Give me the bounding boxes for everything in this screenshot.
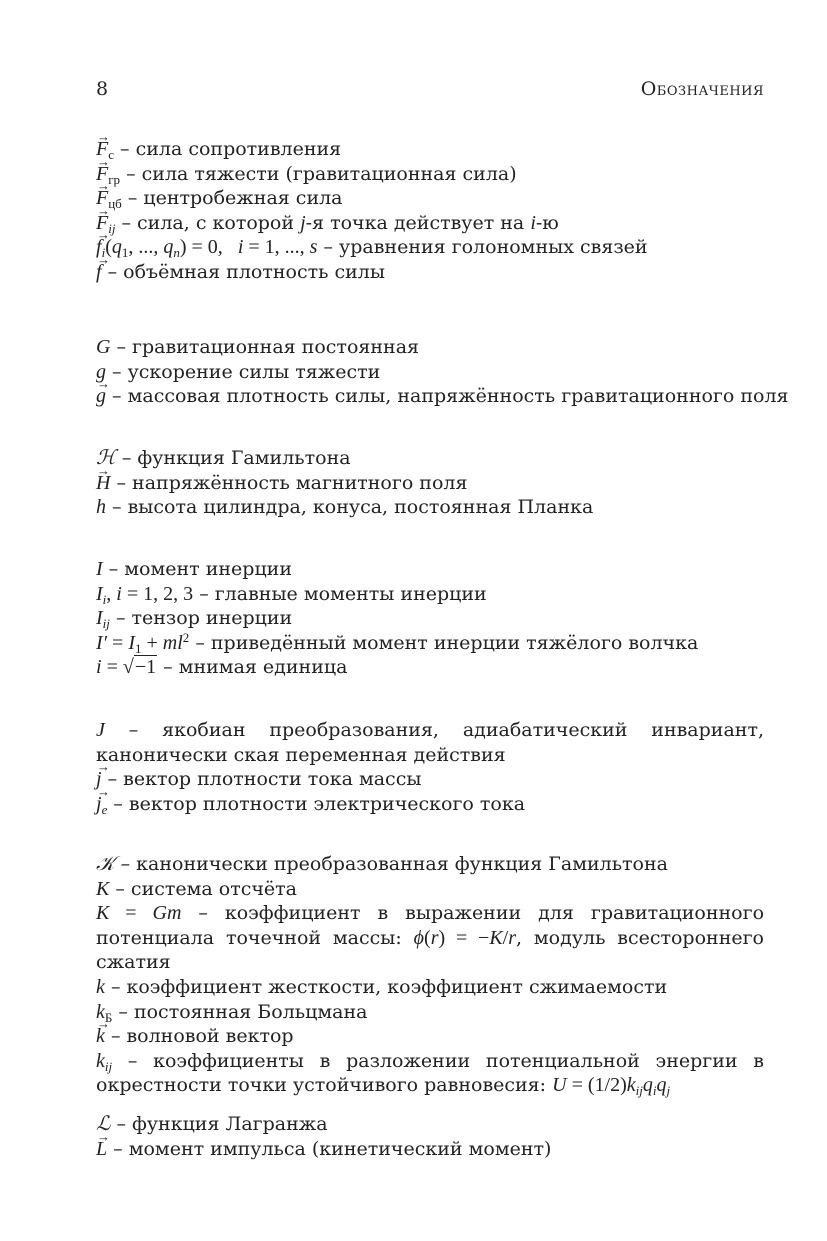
entry-K-cal: 𝒦 – канонически преобразованная функция Гамильтона <box>96 853 668 875</box>
entry-g-vec: → g – массовая плотность силы, напряжённость гравитационного поля <box>96 384 764 409</box>
entry-f-c: → $F_c$ – сила сопротивления <box>96 137 764 162</box>
entry-j-vec: → j – вектор плотности тока массы <box>96 767 764 792</box>
entry-I-prime: $I' = I_1 + ml^2$ – приведённый момент инерции тяжёлого волчка <box>96 629 699 656</box>
entry-L-vec: → L – момент импульса (кинетический момент) <box>96 1137 764 1162</box>
entry-k: k – коэффициент жесткости, коэффициент сжимаемости <box>96 975 668 998</box>
group-h <box>96 446 764 520</box>
running-title: Обозначения <box>640 78 764 100</box>
group-f <box>96 137 764 285</box>
group-l <box>96 1112 764 1161</box>
entry-I-i: $I_i$, i = 1, 2, 3 – главные моменты инерции <box>96 582 487 607</box>
entry-K: K – система отсчёта <box>96 877 298 900</box>
entry-f-density: → f – объёмная плотность силы <box>96 260 764 285</box>
page-header <box>96 78 764 104</box>
entry-k-ij: $k_{ij}$ – коэффициенты в разложении потенциальной энергии в окрестности точки устойчивого равновесия: $U = (1/2)k_{ij}q_iq_j$ <box>96 1049 764 1099</box>
entry-G: G – гравитационная постоянная <box>96 336 420 358</box>
group-k <box>96 852 764 1098</box>
entry-f-cb: → $F_{цб}$ – центробежная сила <box>96 186 764 211</box>
group-g <box>96 335 789 409</box>
entry-k-B: $k_Б$ – постоянная Больцмана <box>96 1000 368 1025</box>
entry-f-ij: → $F_{ij}$ – сила, с которой j-я точка действует на i-ю <box>96 211 764 236</box>
entry-J: J – якобиан преобразования, адиабатический инвариант, канонически ская переменная действия <box>96 719 764 766</box>
entry-i: i = √−1 – мнимая единица <box>96 656 348 679</box>
entry-f-gr: → $F_{гр}$ – сила тяжести (гравитационная сила) <box>96 162 764 187</box>
group-j <box>96 718 764 816</box>
entry-H-cal: ℋ – функция Гамильтона <box>96 447 351 469</box>
entry-I: I – момент инерции <box>96 558 292 580</box>
entry-f-constraints: → $f_i(q_1$, ..., $q_n) = 0$, i = 1, ..., s – уравнения голономных связей <box>96 235 764 260</box>
page-number: 8 <box>96 78 109 100</box>
entry-j-e: → $j_e$ – вектор плотности электрического тока <box>96 792 764 817</box>
entry-h: h – высота цилиндра, конуса, постоянная Планка <box>96 496 594 519</box>
entry-K-Gm: K = Gm – коэффициент в выражении для гравитационного потенциала точечной массы: ϕ(r) = −K/r, модуль всестороннего сжатия <box>96 902 765 974</box>
entry-L-cal: ℒ – функция Лагранжа <box>96 1113 328 1135</box>
entry-g: g – ускорение силы тяжести <box>96 360 381 383</box>
group-i <box>96 557 764 680</box>
entry-I-ij: $I_{ij}$ – тензор инерции <box>96 607 293 632</box>
entry-H-vec: → H – напряжённость магнитного поля <box>96 471 764 496</box>
entry-k-vec: → k – волновой вектор <box>96 1024 764 1049</box>
